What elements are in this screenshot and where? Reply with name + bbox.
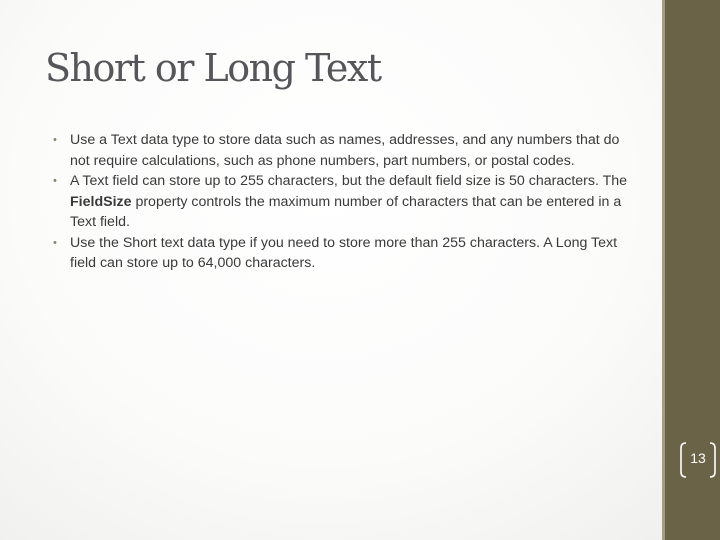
bullet-list xyxy=(53,130,633,274)
bullet-bold-term: FieldSize xyxy=(70,193,132,210)
bullet-text-after: property controls the maximum number of characters that can be entered in a Text field. xyxy=(70,193,622,230)
bullet-dot-icon: • xyxy=(53,175,57,187)
slide-title: Short or Long Text xyxy=(45,46,381,90)
bullet-text-before: A Text field can store up to 255 characters, but the default field size is 50 characters. The xyxy=(70,173,628,189)
bullet-dot-icon: • xyxy=(53,134,57,146)
bullet-text: Use the Short text data type if you need to store more than 255 characters. A Long Text field can store up to 64,000 characters. xyxy=(70,234,618,271)
page-number: 13 xyxy=(690,450,706,466)
bullet-item xyxy=(53,233,633,274)
bullet-item xyxy=(53,171,633,233)
bullet-item xyxy=(53,130,633,171)
page-number-badge xyxy=(678,441,718,479)
bullet-dot-icon: • xyxy=(53,236,57,249)
bullet-text: Use a Text data type to store data such as names, addresses, and any numbers that do not require calculations, such as phone numbers, part numbers, or postal codes. xyxy=(70,132,620,169)
